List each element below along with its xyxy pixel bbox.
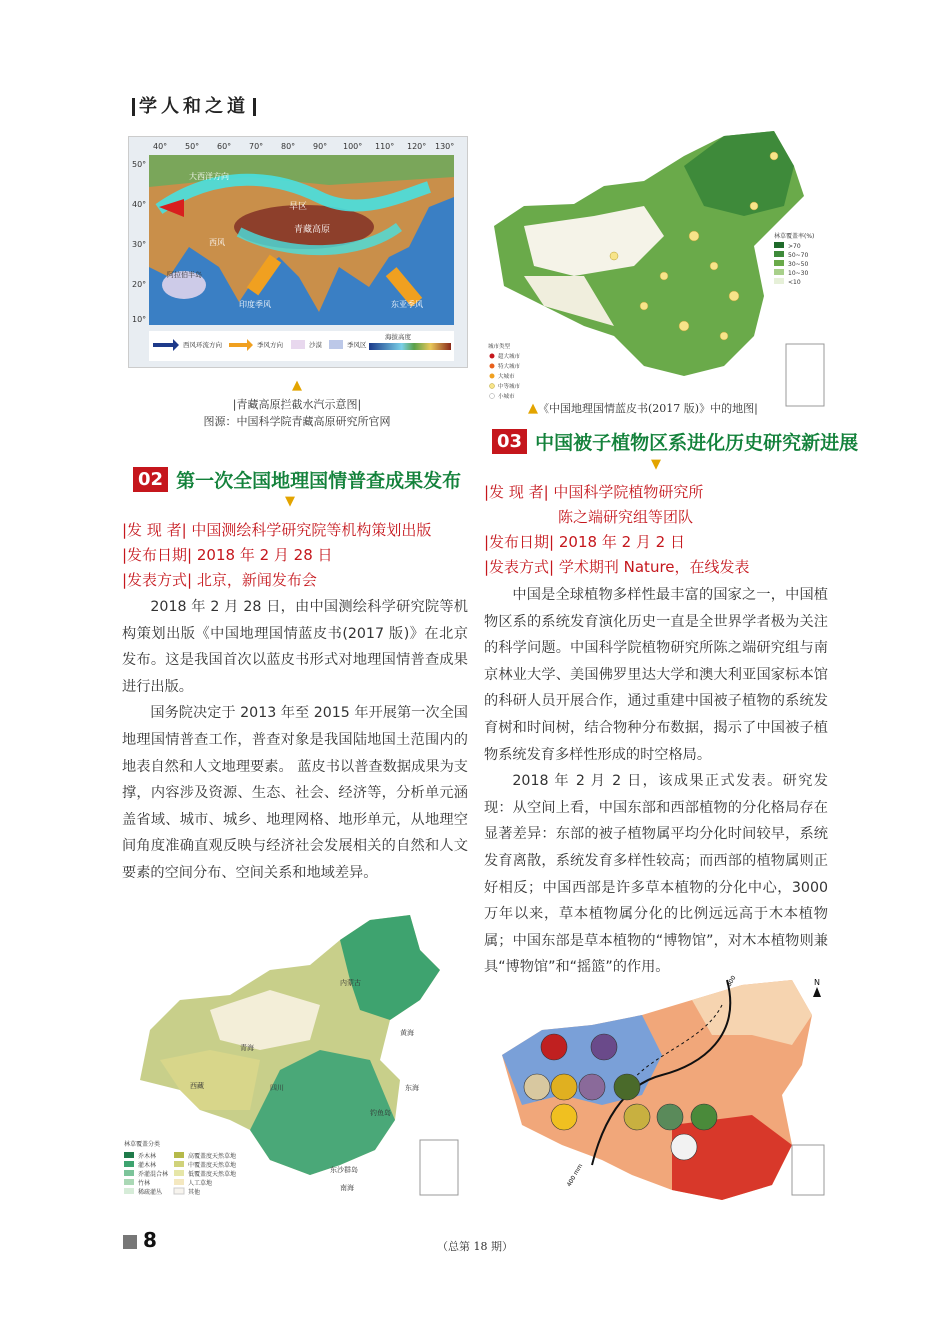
legend-item: 小城市 [498,394,515,400]
map-label: 南海 [340,1184,354,1192]
flower-photo [541,1034,567,1060]
lat-tick: 50° [132,160,147,169]
south-sea-inset [792,1145,824,1195]
section-03-body [484,582,828,981]
legend-swatch [774,260,784,266]
section-02-title [133,466,461,493]
lon-tick: 100° [343,142,363,151]
paragraph: 国务院决定于 2013 年至 2015 年开展第一次全国地理国情普查工作，普查对象是我国陆地国土范围内的地表自然和人文地理要素。 蓝皮书以普查数据成果为支撑，内容涉及资源、生态、社会、经济等，分析单元涵盖省域、城市、城乡、地理网格、地形单元，从地理空间角度准确直观反映与经济社会发展相关的自然和人文要素的空间分布、空间关系和地域差异。 [122,705,468,881]
section-03-title [492,428,858,455]
legend-item: 海拔高度 [385,333,411,341]
finder: |发 现 者| 中国测绘科学研究院等机构策划出版 [122,521,432,539]
header-title: 学人和之道 [139,96,249,117]
map-label: 钓鱼岛 [370,1109,391,1117]
lon-tick: 120° [407,142,427,151]
city-dot [770,152,778,160]
lon-tick: 50° [185,142,200,151]
legend-item: 稀疏灌丛 [138,1189,163,1196]
city-dot [640,302,648,310]
legend-swatch [774,251,784,257]
flower-photo [551,1104,577,1130]
flower-photo [691,1104,717,1130]
legend-item: 季风区 [347,341,367,349]
legend-item: <10 [788,279,801,286]
publish-method: |发表方式| 北京，新闻发布会 [122,571,317,589]
legend-dot [490,374,495,379]
map-label: 内蒙古 [340,979,361,987]
north-arrow: N [814,978,820,987]
section-03-marker: ▼ [651,457,661,472]
legend-item: 灌木林 [138,1162,157,1169]
map-label: 西藏 [190,1082,204,1090]
caption-title: 《中国地理国情蓝皮书(2017 版)》中的地图| [538,402,758,415]
fig2-legend-left [488,342,521,400]
lat-tick: 30° [132,240,147,249]
legend-item: 中等城市 [498,384,521,390]
legend-item: 中覆盖度天然草地 [188,1162,237,1169]
section-number: 03 [492,429,527,454]
legend-title: 城市类型 [488,344,511,350]
legend-item: 大城市 [498,374,515,380]
legend-dot [490,354,495,359]
lat-tick: 10° [132,315,147,324]
finder-cont: 陈之端研究组等团队 [558,508,694,526]
legend-item: 乔木林 [138,1153,157,1160]
section-03-meta [484,480,834,580]
map-label: 东沙群岛 [330,1166,358,1174]
city-dot [660,272,668,280]
header-bar-right [253,98,256,116]
city-dot [750,202,758,210]
fig2-legend-right [774,232,814,286]
india-label: 印度季风 [239,300,271,309]
city-dot [710,262,718,270]
legend-swatch [124,1152,134,1158]
legend-monsoon-area-icon [329,340,343,349]
legend-dot [490,394,495,399]
caption2-marker: ▲ [528,401,538,416]
phylo-map-svg [492,975,828,1203]
south-sea-inset [786,344,824,406]
legend-item: 沙漠 [309,341,322,349]
paragraph: 中国是全球植物多样性最丰富的国家之一，中国植物区系的系统发育演化历史一直是全世界学者极为关注的科学问题。中国科学院植物研究所陈之端研究组与南京林业大学、美国佛罗里达大学和澳大利亚国家标本馆的科研人员开展合作，通过重建中国被子植物的系统发育树和时间树，结合物种分布数据，揭示了中国被子植物系统发育多样性形成的时空格局。 [484,587,828,763]
lon-tick: 40° [153,142,168,151]
finder: |发 现 者| 中国科学院植物研究所 [484,483,704,501]
lat-tick: 20° [132,280,147,289]
section-02-meta [122,518,472,593]
scale-label: 400 mm [565,1162,585,1188]
lon-tick: 90° [313,142,328,151]
section-02-marker: ▼ [285,494,295,509]
legend-desert-icon [291,340,305,349]
legend-item: 其他 [188,1189,201,1196]
legend-swatch [774,278,784,284]
legend-item: 季风方向 [257,341,283,349]
flower-photo [657,1104,683,1130]
plateau-map-svg [129,137,467,367]
legend-item: 人工草地 [188,1180,213,1187]
issue-footer: （总第 18 期） [437,1240,513,1253]
atlantic-label: 大西洋方向 [189,172,229,181]
legend-item: >70 [788,243,801,250]
dry-label: 旱区 [289,202,308,212]
city-dot [689,231,699,241]
map-label: 东海 [405,1084,419,1092]
legend-item: 10~30 [788,270,809,277]
lat-ticks [132,160,146,324]
legend-swatch [124,1188,134,1194]
caption-fig2 [528,400,788,417]
header-bar-left [132,98,135,116]
map-label: 青海 [240,1044,254,1052]
legend-title: 林草覆盖率(%) [774,233,815,240]
flower-photo [614,1074,640,1100]
section-heading: 第一次全国地理国情普查成果发布 [176,470,462,492]
lon-tick: 70° [249,142,264,151]
legend-item: 竹林 [138,1180,151,1187]
tibet-grass [160,1050,260,1110]
caption1-marker: ▲ [292,378,302,393]
legend-swatch [174,1188,184,1194]
legend-swatch [774,269,784,275]
legend-item: 乔灌混合林 [138,1171,169,1178]
legend-item: 西风环流方向 [183,341,222,349]
westerly-label: 西风 [209,238,225,247]
north-arrow-icon [813,987,821,997]
legend-item: 特大城市 [498,364,521,370]
flower-photo [579,1074,605,1100]
paragraph: 2018 年 2 月 2 日，该成果正式发表。研究发现：从空间上看，中国东部和西部植物的分化格局存在显著差异：东部的被子植物属平均分化时间较早，系统发育离散，系统发育多样性较高；而西部的植物属则正好相反；中国西部是许多草本植物的分化中心，3000 万年以来，草本植物属分化的比例远远高于木本植物属；中国东部是草本植物的“博物馆”，对木本植物则兼具“博物馆”和“摇篮”的作用。 [484,773,828,976]
page-number-value: 8 [143,1228,157,1252]
legend-swatch [124,1179,134,1185]
legend-dot [490,364,495,369]
lon-ticks [153,142,454,151]
scale-label: 800 mm [725,975,745,988]
section-heading: 中国被子植物区系进化历史研究新进展 [535,432,859,454]
legend-item: 高覆盖度天然草地 [188,1153,237,1160]
lat-tick: 40° [132,200,147,209]
section-02-body [122,594,468,887]
legend-swatch [174,1170,184,1176]
flower-photo [624,1104,650,1130]
lon-tick: 110° [375,142,395,151]
city-dot [679,321,689,331]
running-header [128,92,260,118]
paragraph: 2018 年 2 月 28 日，由中国测绘科学研究院等机构策划出版《中国地理国情蓝皮书(2017 版)》在北京发布。这是我国首次以蓝皮书形式对地理国情普查成果进行出版。 [122,599,468,695]
caption-fig1 [128,396,466,430]
map-label: 四川 [270,1084,284,1092]
flower-photo [671,1134,697,1160]
flower-photo [591,1034,617,1060]
figure-plateau-map [128,136,468,368]
lon-tick: 130° [435,142,455,151]
landcover-map-svg [120,910,468,1200]
legend-title: 林草覆盖分类 [124,1141,161,1148]
section-number: 02 [133,467,168,492]
figure-landcover-map [120,910,468,1200]
caption-source: 图源：中国科学院青藏高原研究所官网 [203,415,391,428]
legend-swatch [174,1161,184,1167]
figure-bluebook-map [484,126,828,416]
legend-item: 50~70 [788,252,809,259]
caption-title: |青藏高原拦截水汽示意图| [232,398,362,411]
flower-photo [551,1074,577,1100]
arabia-label: 阿拉伯半岛 [167,271,202,279]
elevation-gradient [369,343,451,350]
south-sea-inset [420,1140,458,1195]
city-dot [610,252,618,260]
lon-tick: 60° [217,142,232,151]
bluebook-map-svg [484,126,828,416]
map-label: 黄海 [400,1029,414,1037]
city-dot [729,291,739,301]
publish-date: |发布日期| 2018 年 2 月 2 日 [484,533,685,551]
publish-date: |发布日期| 2018 年 2 月 28 日 [122,546,333,564]
legend-item: 低覆盖度天然草地 [188,1171,237,1178]
legend-swatch [174,1152,184,1158]
legend-swatch [124,1161,134,1167]
lon-tick: 80° [281,142,296,151]
flower-photo [524,1074,550,1100]
legend-item: 超大城市 [498,354,521,360]
legend-swatch [774,242,784,248]
eastasia-label: 东亚季风 [391,300,423,309]
publish-method: |发表方式| 学术期刊 Nature，在线发表 [484,558,750,576]
legend-swatch [124,1170,134,1176]
legend-dot [490,384,495,389]
legend-item: 30~50 [788,261,809,268]
fig3-legend [124,1140,236,1196]
city-dot [720,332,728,340]
plateau-label: 青藏高原 [294,225,331,235]
figure-phylo-map [492,975,828,1203]
legend-swatch [174,1179,184,1185]
